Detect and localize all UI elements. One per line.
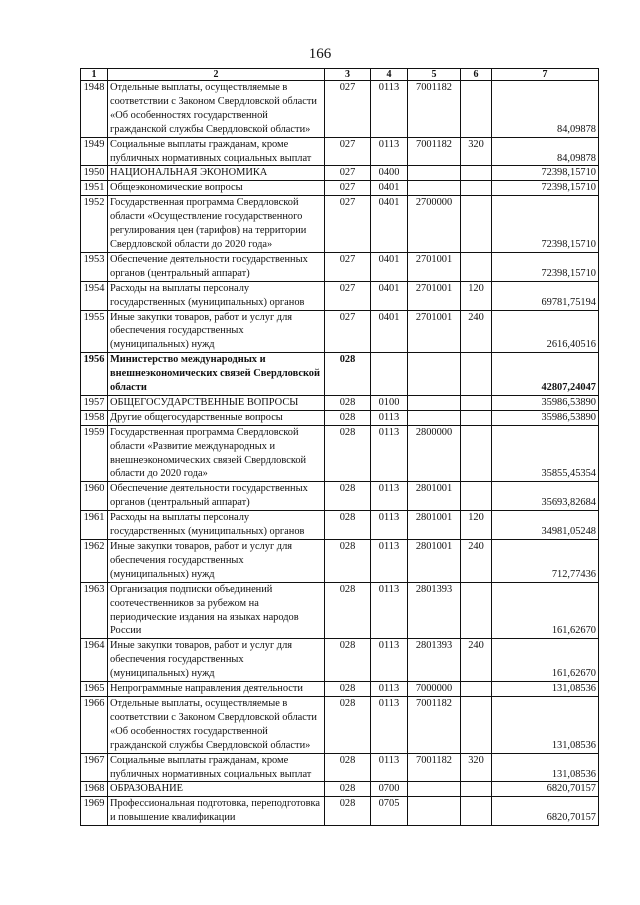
row-admin-code: 028 — [325, 540, 371, 583]
row-amount: 161,62670 — [492, 582, 599, 639]
row-expense-type — [461, 582, 492, 639]
row-number: 1956 — [81, 353, 108, 396]
row-name: Обеспечение деятельности государственных органов (центральный аппарат) — [108, 482, 325, 511]
row-expense-type — [461, 252, 492, 281]
table-row — [81, 682, 599, 697]
row-admin-code: 028 — [325, 482, 371, 511]
row-number: 1964 — [81, 639, 108, 682]
row-name: Организация подписки объединений соотечественников за рубежом на периодические издания на языках народов России — [108, 582, 325, 639]
row-admin-code: 028 — [325, 425, 371, 482]
table-row — [81, 310, 599, 353]
row-number: 1953 — [81, 252, 108, 281]
table-row — [81, 181, 599, 196]
row-admin-code: 028 — [325, 582, 371, 639]
table-row — [81, 782, 599, 797]
row-section-code: 0401 — [371, 281, 408, 310]
row-number: 1952 — [81, 196, 108, 253]
row-target-code: 2800000 — [408, 425, 461, 482]
row-number: 1959 — [81, 425, 108, 482]
row-target-code: 2701001 — [408, 252, 461, 281]
row-number: 1968 — [81, 782, 108, 797]
row-number: 1948 — [81, 81, 108, 138]
row-section-code: 0113 — [371, 425, 408, 482]
row-target-code: 2701001 — [408, 281, 461, 310]
row-name: ОБЩЕГОСУДАРСТВЕННЫЕ ВОПРОСЫ — [108, 395, 325, 410]
row-target-code: 2801001 — [408, 540, 461, 583]
row-section-code: 0700 — [371, 782, 408, 797]
row-number: 1954 — [81, 281, 108, 310]
row-amount: 72398,15710 — [492, 252, 599, 281]
table-row — [81, 425, 599, 482]
table-row — [81, 511, 599, 540]
budget-table — [80, 68, 599, 826]
row-name: Социальные выплаты гражданам, кроме публичных нормативных социальных выплат — [108, 137, 325, 166]
row-number: 1962 — [81, 540, 108, 583]
row-expense-type — [461, 181, 492, 196]
row-number: 1960 — [81, 482, 108, 511]
row-name: Иные закупки товаров, работ и услуг для обеспечения государственных (муниципальных) нужд — [108, 310, 325, 353]
header-cell: 3 — [325, 69, 371, 81]
row-section-code: 0113 — [371, 582, 408, 639]
table-row — [81, 753, 599, 782]
header-cell: 2 — [108, 69, 325, 81]
row-name: Государственная программа Свердловской области «Развитие международных и внешнеэкономических связей Свердловской области до 2020 года» — [108, 425, 325, 482]
row-section-code: 0113 — [371, 81, 408, 138]
row-expense-type: 120 — [461, 281, 492, 310]
row-name: Социальные выплаты гражданам, кроме публичных нормативных социальных выплат — [108, 753, 325, 782]
row-target-code — [408, 395, 461, 410]
row-name: Государственная программа Свердловской области «Осуществление государственного регулирования цен (тарифов) на территории Свердловской области до 2020 года» — [108, 196, 325, 253]
table-header-row — [81, 69, 599, 81]
row-target-code — [408, 410, 461, 425]
row-target-code: 2700000 — [408, 196, 461, 253]
row-section-code: 0113 — [371, 696, 408, 753]
table-row — [81, 281, 599, 310]
row-expense-type — [461, 682, 492, 697]
table-row — [81, 81, 599, 138]
row-number: 1958 — [81, 410, 108, 425]
row-expense-type — [461, 696, 492, 753]
row-section-code: 0113 — [371, 511, 408, 540]
row-expense-type — [461, 482, 492, 511]
row-admin-code: 028 — [325, 410, 371, 425]
row-admin-code: 028 — [325, 782, 371, 797]
row-amount: 161,62670 — [492, 639, 599, 682]
row-number: 1949 — [81, 137, 108, 166]
row-amount: 6820,70157 — [492, 797, 599, 826]
row-target-code: 2801001 — [408, 482, 461, 511]
row-target-code — [408, 797, 461, 826]
row-section-code: 0401 — [371, 310, 408, 353]
row-target-code — [408, 782, 461, 797]
table-row — [81, 252, 599, 281]
row-amount: 72398,15710 — [492, 181, 599, 196]
row-section-code: 0401 — [371, 252, 408, 281]
row-name: НАЦИОНАЛЬНАЯ ЭКОНОМИКА — [108, 166, 325, 181]
row-admin-code: 028 — [325, 753, 371, 782]
row-section-code: 0113 — [371, 682, 408, 697]
row-target-code: 2801393 — [408, 639, 461, 682]
row-amount: 131,08536 — [492, 682, 599, 697]
row-number: 1950 — [81, 166, 108, 181]
row-number: 1961 — [81, 511, 108, 540]
row-target-code — [408, 353, 461, 396]
row-amount: 84,09878 — [492, 137, 599, 166]
row-target-code: 7001182 — [408, 81, 461, 138]
header-cell: 6 — [461, 69, 492, 81]
row-amount: 35855,45354 — [492, 425, 599, 482]
header-cell: 4 — [371, 69, 408, 81]
table-row — [81, 540, 599, 583]
row-expense-type — [461, 196, 492, 253]
row-amount: 42807,24047 — [492, 353, 599, 396]
row-amount: 72398,15710 — [492, 166, 599, 181]
row-section-code: 0705 — [371, 797, 408, 826]
row-name: Расходы на выплаты персоналу государственных (муниципальных) органов — [108, 511, 325, 540]
row-admin-code: 028 — [325, 353, 371, 396]
row-name: Другие общегосударственные вопросы — [108, 410, 325, 425]
row-expense-type — [461, 81, 492, 138]
row-amount: 131,08536 — [492, 696, 599, 753]
row-target-code — [408, 166, 461, 181]
row-number: 1963 — [81, 582, 108, 639]
row-target-code: 7001182 — [408, 753, 461, 782]
row-expense-type — [461, 410, 492, 425]
row-admin-code: 027 — [325, 166, 371, 181]
row-expense-type — [461, 166, 492, 181]
row-target-code: 7001182 — [408, 137, 461, 166]
table-row — [81, 353, 599, 396]
row-number: 1957 — [81, 395, 108, 410]
row-expense-type — [461, 353, 492, 396]
row-name: Обеспечение деятельности государственных органов (центральный аппарат) — [108, 252, 325, 281]
table-body — [81, 81, 599, 826]
row-number: 1951 — [81, 181, 108, 196]
table-row — [81, 137, 599, 166]
row-expense-type — [461, 782, 492, 797]
row-amount: 35986,53890 — [492, 410, 599, 425]
header-cell: 1 — [81, 69, 108, 81]
row-name: Министерство международных и внешнеэкономических связей Свердловской области — [108, 353, 325, 396]
row-admin-code: 027 — [325, 310, 371, 353]
row-name: Иные закупки товаров, работ и услуг для обеспечения государственных (муниципальных) нужд — [108, 639, 325, 682]
row-amount: 34981,05248 — [492, 511, 599, 540]
row-section-code: 0401 — [371, 196, 408, 253]
row-section-code — [371, 353, 408, 396]
row-section-code: 0100 — [371, 395, 408, 410]
row-name: Расходы на выплаты персоналу государственных (муниципальных) органов — [108, 281, 325, 310]
row-number: 1969 — [81, 797, 108, 826]
row-name: Профессиональная подготовка, переподготовка и повышение квалификации — [108, 797, 325, 826]
table-row — [81, 410, 599, 425]
row-target-code: 7001182 — [408, 696, 461, 753]
row-name: Непрограммные направления деятельности — [108, 682, 325, 697]
row-expense-type: 240 — [461, 540, 492, 583]
table-row — [81, 696, 599, 753]
row-target-code: 7000000 — [408, 682, 461, 697]
table-row — [81, 166, 599, 181]
row-expense-type — [461, 797, 492, 826]
row-number: 1966 — [81, 696, 108, 753]
row-admin-code: 027 — [325, 281, 371, 310]
row-admin-code: 027 — [325, 181, 371, 196]
row-section-code: 0400 — [371, 166, 408, 181]
row-expense-type: 240 — [461, 310, 492, 353]
row-target-code: 2801393 — [408, 582, 461, 639]
header-cell: 7 — [492, 69, 599, 81]
row-expense-type: 320 — [461, 137, 492, 166]
row-section-code: 0401 — [371, 181, 408, 196]
row-amount: 35986,53890 — [492, 395, 599, 410]
row-admin-code: 027 — [325, 252, 371, 281]
table-row — [81, 797, 599, 826]
row-name: Отдельные выплаты, осуществляемые в соответствии с Законом Свердловской области «Об особенностях государственной гражданской службы Свердловской области» — [108, 81, 325, 138]
row-target-code: 2801001 — [408, 511, 461, 540]
row-section-code: 0113 — [371, 482, 408, 511]
row-expense-type: 240 — [461, 639, 492, 682]
row-amount: 2616,40516 — [492, 310, 599, 353]
row-amount: 35693,82684 — [492, 482, 599, 511]
table-row — [81, 395, 599, 410]
row-amount: 69781,75194 — [492, 281, 599, 310]
row-admin-code: 028 — [325, 639, 371, 682]
row-expense-type — [461, 395, 492, 410]
row-section-code: 0113 — [371, 540, 408, 583]
row-admin-code: 028 — [325, 511, 371, 540]
row-name: Отдельные выплаты, осуществляемые в соответствии с Законом Свердловской области «Об особенностях государственной гражданской службы Свердловской области» — [108, 696, 325, 753]
row-expense-type — [461, 425, 492, 482]
table-row — [81, 639, 599, 682]
row-amount: 712,77436 — [492, 540, 599, 583]
row-amount: 84,09878 — [492, 81, 599, 138]
row-name: Иные закупки товаров, работ и услуг для обеспечения государственных (муниципальных) нужд — [108, 540, 325, 583]
row-number: 1955 — [81, 310, 108, 353]
row-admin-code: 028 — [325, 696, 371, 753]
row-admin-code: 027 — [325, 137, 371, 166]
row-section-code: 0113 — [371, 410, 408, 425]
row-target-code — [408, 181, 461, 196]
table-row — [81, 482, 599, 511]
row-section-code: 0113 — [371, 753, 408, 782]
row-admin-code: 027 — [325, 196, 371, 253]
row-admin-code: 028 — [325, 797, 371, 826]
row-target-code: 2701001 — [408, 310, 461, 353]
row-expense-type: 120 — [461, 511, 492, 540]
row-number: 1965 — [81, 682, 108, 697]
row-number: 1967 — [81, 753, 108, 782]
row-admin-code: 027 — [325, 81, 371, 138]
row-amount: 72398,15710 — [492, 196, 599, 253]
row-amount: 131,08536 — [492, 753, 599, 782]
page-number: 166 — [308, 46, 332, 62]
row-name: Общеэкономические вопросы — [108, 181, 325, 196]
row-admin-code: 028 — [325, 395, 371, 410]
row-admin-code: 028 — [325, 682, 371, 697]
row-section-code: 0113 — [371, 137, 408, 166]
row-name: ОБРАЗОВАНИЕ — [108, 782, 325, 797]
row-section-code: 0113 — [371, 639, 408, 682]
table-row — [81, 582, 599, 639]
header-cell: 5 — [408, 69, 461, 81]
row-expense-type: 320 — [461, 753, 492, 782]
row-amount: 6820,70157 — [492, 782, 599, 797]
table-row — [81, 196, 599, 253]
